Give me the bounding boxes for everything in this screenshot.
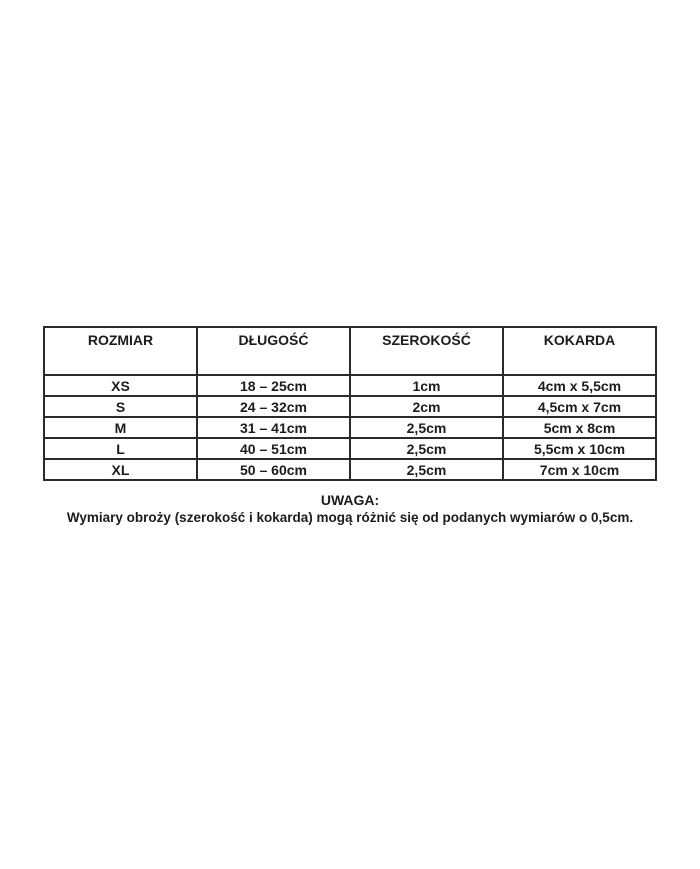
cell-length: 40 – 51cm [197, 438, 350, 459]
cell-width: 2,5cm [350, 438, 503, 459]
table-row-s [44, 396, 656, 417]
column-header-szerokosc: SZEROKOŚĆ [350, 327, 503, 375]
table-row-xs [44, 375, 656, 396]
table-row-xl [44, 459, 656, 480]
column-header-kokarda: KOKARDA [503, 327, 656, 375]
size-chart-table [43, 326, 657, 481]
cell-size: M [44, 417, 197, 438]
cell-length: 31 – 41cm [197, 417, 350, 438]
cell-width: 2,5cm [350, 417, 503, 438]
cell-bow: 5,5cm x 10cm [503, 438, 656, 459]
cell-width: 1cm [350, 375, 503, 396]
cell-width: 2cm [350, 396, 503, 417]
column-header-dlugosc: DŁUGOŚĆ [197, 327, 350, 375]
cell-size: XL [44, 459, 197, 480]
cell-size: S [44, 396, 197, 417]
cell-width: 2,5cm [350, 459, 503, 480]
cell-bow: 4cm x 5,5cm [503, 375, 656, 396]
cell-size: L [44, 438, 197, 459]
note-title: UWAGA: [320, 492, 380, 508]
column-header-rozmiar: ROZMIAR [44, 327, 197, 375]
table-row-l [44, 438, 656, 459]
table-row-m [44, 417, 656, 438]
table-header-row [44, 327, 656, 375]
cell-length: 50 – 60cm [197, 459, 350, 480]
note-body: Wymiary obroży (szerokość i kokarda) mogą różnić się od podanych wymiarów o 0,5cm. [66, 510, 634, 525]
cell-bow: 4,5cm x 7cm [503, 396, 656, 417]
note [0, 492, 700, 526]
cell-length: 18 – 25cm [197, 375, 350, 396]
cell-length: 24 – 32cm [197, 396, 350, 417]
cell-size: XS [44, 375, 197, 396]
cell-bow: 5cm x 8cm [503, 417, 656, 438]
cell-bow: 7cm x 10cm [503, 459, 656, 480]
